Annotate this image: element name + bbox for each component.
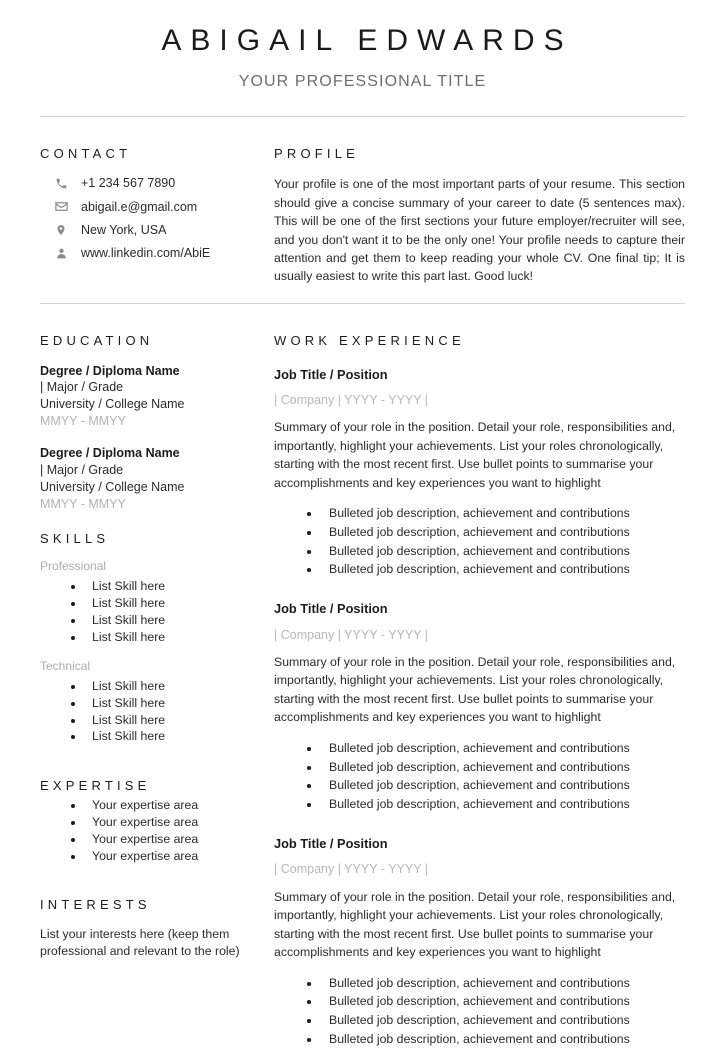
list-item: Bulleted job description, achievement and contributions xyxy=(274,795,685,814)
education-degree: Degree / Diploma Name xyxy=(40,363,180,378)
candidate-title: YOUR PROFESSIONAL TITLE xyxy=(238,72,487,90)
list-item: Bulleted job description, achievement and contributions xyxy=(274,504,685,523)
job-title: Job Title / Position xyxy=(274,366,388,382)
upper-columns xyxy=(40,117,685,286)
job-summary: Summary of your role in the position. Detail your role, responsibilities and, importantly, highlight your achievements. List your roles chronologically, starting with the most recent first. Use bullet points to summarise your accomplishments and key experiences you want to highlight xyxy=(274,889,676,960)
job-summary: Summary of your role in the position. Detail your role, responsibilities and, importantly, highlight your achievements. List your roles chronologically, starting with the most recent first. Use bullet points to summarise your accomplishments and key experiences you want to highlight xyxy=(274,420,676,490)
contact-phone-text: +1 234 567 7890 xyxy=(81,176,176,191)
list-item: Bulleted job description, achievement and contributions xyxy=(274,542,685,561)
list-item: Bulleted job description, achievement and contributions xyxy=(274,560,685,579)
education-school: University / College Name xyxy=(40,397,185,412)
list-item: List Skill here xyxy=(40,728,248,745)
job-title: Job Title / Position xyxy=(274,835,388,851)
job-bullet-list xyxy=(274,974,685,1049)
list-item: Your expertise area xyxy=(40,797,248,814)
profile-section-title: PROFILE xyxy=(274,145,360,161)
job-title: Job Title / Position xyxy=(274,601,388,617)
map-pin-icon xyxy=(51,223,71,237)
list-item: Bulleted job description, achievement and contributions xyxy=(274,776,685,795)
education-school: University / College Name xyxy=(40,479,185,494)
contact-item-location[interactable] xyxy=(40,222,248,238)
list-item: Your expertise area xyxy=(40,848,248,865)
list-item: List Skill here xyxy=(40,612,248,629)
left-sidebar xyxy=(40,333,262,974)
job-meta: | Company | YYYY - YYYY | xyxy=(274,862,429,877)
profile-column xyxy=(262,146,685,286)
education-item xyxy=(40,445,248,513)
education-dates: MMYY - MMYY xyxy=(40,496,126,511)
profile-text: Your profile is one of the most important parts of your resume. This section should give a concise summary of your career to date (5 sentences max). This will be one of the first sections your future employer/recruiter will see, and you don't want it to be the only one! Your profile needs to capture their attention and get them to keep reading your whole CV. One final tip; It is usually easiest to write this part last. Good luck! xyxy=(274,177,685,284)
interests-section xyxy=(40,897,248,961)
job-entry xyxy=(274,367,685,580)
education-major: | Major / Grade xyxy=(40,462,124,477)
list-item: Your expertise area xyxy=(40,831,248,848)
lower-columns xyxy=(40,304,685,1049)
job-summary: Summary of your role in the position. Detail your role, responsibilities and, importantly, highlight your achievements. List your roles chronologically, starting with the most recent first. Use bullet points to summarise your accomplishments and key experiences you want to highlight xyxy=(274,655,676,725)
skills-group-label-technical: Technical xyxy=(40,658,91,673)
expertise-section xyxy=(40,778,248,864)
education-degree: Degree / Diploma Name xyxy=(40,446,180,460)
work-section-title: WORK EXPERIENCE xyxy=(274,332,465,348)
phone-icon xyxy=(51,177,71,190)
expertise-section-title: EXPERTISE xyxy=(40,778,151,794)
contact-section-title: CONTACT xyxy=(40,145,132,161)
list-item: List Skill here xyxy=(40,712,248,729)
contact-linkedin-text: www.linkedin.com/AbiE xyxy=(81,246,211,261)
contact-location-text: New York, USA xyxy=(81,222,167,237)
list-item: Bulleted job description, achievement and contributions xyxy=(274,992,685,1011)
contact-item-linkedin[interactable] xyxy=(40,245,248,261)
education-item xyxy=(40,363,248,431)
education-section xyxy=(40,333,248,513)
list-item: Bulleted job description, achievement and contributions xyxy=(274,974,685,993)
education-major: | Major / Grade xyxy=(40,380,124,395)
list-item: Bulleted job description, achievement and contributions xyxy=(274,1030,685,1049)
job-bullet-list xyxy=(274,504,685,579)
skills-section-title: SKILLS xyxy=(40,530,110,546)
list-item: Bulleted job description, achievement and contributions xyxy=(274,739,685,758)
person-icon xyxy=(51,247,71,260)
skills-technical-list xyxy=(40,678,248,746)
list-item: List Skill here xyxy=(40,678,248,695)
job-meta: | Company | YYYY - YYYY | xyxy=(274,393,429,408)
interests-section-title: INTERESTS xyxy=(40,896,151,912)
education-section-title: EDUCATION xyxy=(40,332,154,348)
contact-column xyxy=(40,146,262,269)
contact-email-text: abigail.e@gmail.com xyxy=(81,199,198,214)
contact-item-phone[interactable] xyxy=(40,175,248,191)
candidate-name: ABIGAIL EDWARDS xyxy=(161,24,573,57)
list-item: Bulleted job description, achievement and contributions xyxy=(274,523,685,542)
list-item: List Skill here xyxy=(40,695,248,712)
job-entry xyxy=(274,836,685,1049)
job-entry xyxy=(274,601,685,814)
list-item: List Skill here xyxy=(40,595,248,612)
contact-list xyxy=(40,175,248,261)
list-item: List Skill here xyxy=(40,629,248,646)
envelope-icon xyxy=(51,199,71,214)
list-item: List Skill here xyxy=(40,578,248,595)
list-item: Bulleted job description, achievement and contributions xyxy=(274,758,685,777)
list-item: Your expertise area xyxy=(40,814,248,831)
job-meta: | Company | YYYY - YYYY | xyxy=(274,627,429,642)
skills-group-label-professional: Professional xyxy=(40,559,107,574)
contact-item-email[interactable] xyxy=(40,199,248,215)
resume-header xyxy=(40,0,685,91)
expertise-list xyxy=(40,797,248,865)
education-dates: MMYY - MMYY xyxy=(40,414,126,429)
work-experience-column xyxy=(262,333,685,1049)
skills-section xyxy=(40,531,248,746)
job-bullet-list xyxy=(274,739,685,814)
skills-professional-list xyxy=(40,578,248,646)
interests-text: List your interests here (keep them professional and relevant to the role) xyxy=(40,926,240,959)
list-item: Bulleted job description, achievement and contributions xyxy=(274,1011,685,1030)
